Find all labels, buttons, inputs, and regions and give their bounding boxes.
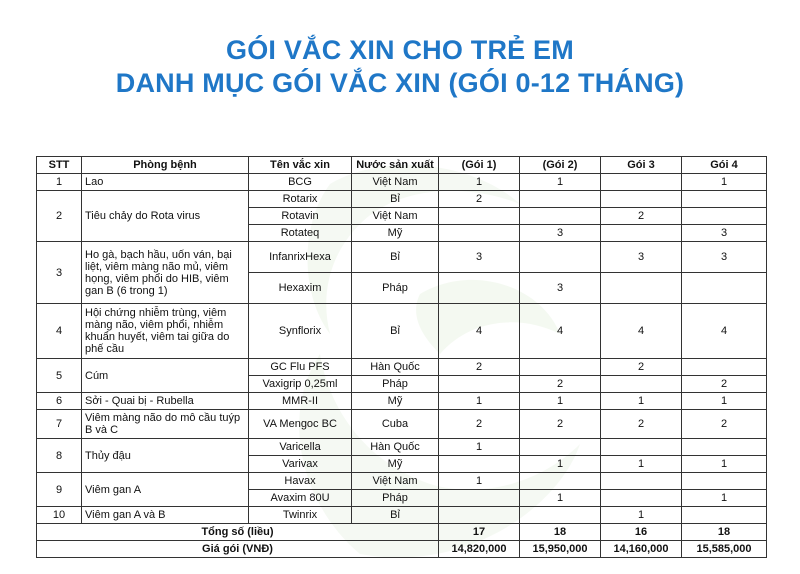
stt-cell: 10 — [37, 507, 82, 524]
package-1-dose: 1 — [439, 393, 520, 410]
table-row — [37, 473, 767, 490]
vaccine-name-cell: Rotavin — [249, 208, 352, 225]
package-2-dose — [520, 208, 601, 225]
header-country: Nước sản xuất — [352, 157, 439, 174]
vaccine-name-cell: Hexaxim — [249, 273, 352, 304]
header-package-1: (Gói 1) — [439, 157, 520, 174]
vaccine-name-cell: GC Flu PFS — [249, 359, 352, 376]
package-4-dose — [682, 273, 767, 304]
package-3-dose: 1 — [601, 393, 682, 410]
header-vaccine: Tên vắc xin — [249, 157, 352, 174]
package-4-dose: 1 — [682, 490, 767, 507]
package-1-dose: 1 — [439, 174, 520, 191]
header-row — [37, 157, 767, 174]
disease-cell: Viêm gan A và B — [82, 507, 249, 524]
disease-cell: Ho gà, bạch hầu, uốn ván, bại liệt, viêm màng não mủ, viêm họng, viêm phổi do HIB, viêm gan B (6 trong 1) — [82, 242, 249, 304]
country-cell: Việt Nam — [352, 174, 439, 191]
package-1-dose — [439, 490, 520, 507]
country-cell: Mỹ — [352, 225, 439, 242]
stt-cell: 8 — [37, 439, 82, 473]
price-package-2: 15,950,000 — [520, 541, 601, 558]
package-4-dose: 1 — [682, 393, 767, 410]
package-1-dose: 3 — [439, 242, 520, 273]
package-1-dose — [439, 507, 520, 524]
vaccine-name-cell: VA Mengoc BC — [249, 410, 352, 439]
package-3-dose: 2 — [601, 410, 682, 439]
total-doses-row — [37, 524, 767, 541]
package-2-dose: 2 — [520, 410, 601, 439]
disease-cell: Lao — [82, 174, 249, 191]
package-price-row — [37, 541, 767, 558]
package-4-dose: 2 — [682, 376, 767, 393]
package-2-dose — [520, 191, 601, 208]
table-row — [37, 304, 767, 359]
page-title: GÓI VẮC XIN CHO TRẺ EM — [226, 35, 574, 65]
stt-cell: 9 — [37, 473, 82, 507]
price-package-1: 14,820,000 — [439, 541, 520, 558]
package-2-dose: 1 — [520, 456, 601, 473]
header-package-2: (Gói 2) — [520, 157, 601, 174]
country-cell: Bỉ — [352, 304, 439, 359]
total-package-3: 16 — [601, 524, 682, 541]
country-cell: Việt Nam — [352, 208, 439, 225]
disease-cell: Tiêu chảy do Rota virus — [82, 191, 249, 242]
table-row — [37, 507, 767, 524]
package-3-dose: 3 — [601, 242, 682, 273]
country-cell: Mỹ — [352, 393, 439, 410]
package-2-dose: 1 — [520, 174, 601, 191]
package-4-dose — [682, 439, 767, 456]
package-1-dose — [439, 208, 520, 225]
package-4-dose: 3 — [682, 242, 767, 273]
package-2-dose: 1 — [520, 490, 601, 507]
package-2-dose — [520, 242, 601, 273]
package-1-dose: 2 — [439, 359, 520, 376]
price-package-3: 14,160,000 — [601, 541, 682, 558]
country-cell: Bỉ — [352, 191, 439, 208]
package-2-dose — [520, 507, 601, 524]
package-4-dose: 1 — [682, 456, 767, 473]
stt-cell: 5 — [37, 359, 82, 393]
disease-cell: Cúm — [82, 359, 249, 393]
page-subtitle: DANH MỤC GÓI VẮC XIN (GÓI 0-12 THÁNG) — [115, 68, 685, 98]
country-cell: Mỹ — [352, 456, 439, 473]
package-4-dose: 2 — [682, 410, 767, 439]
stt-cell: 6 — [37, 393, 82, 410]
disease-cell: Thủy đậu — [82, 439, 249, 473]
package-3-dose: 2 — [601, 359, 682, 376]
package-3-dose — [601, 376, 682, 393]
vaccine-name-cell: Rotarix — [249, 191, 352, 208]
disease-cell: Viêm màng não do mô cầu tuýp B và C — [82, 410, 249, 439]
package-2-dose: 4 — [520, 304, 601, 359]
vaccine-name-cell: Twinrix — [249, 507, 352, 524]
disease-cell: Sởi - Quai bị - Rubella — [82, 393, 249, 410]
package-4-dose: 1 — [682, 174, 767, 191]
country-cell: Pháp — [352, 376, 439, 393]
package-2-dose: 3 — [520, 225, 601, 242]
package-1-dose — [439, 456, 520, 473]
package-3-dose — [601, 473, 682, 490]
package-4-dose: 4 — [682, 304, 767, 359]
table-row — [37, 410, 767, 439]
vaccine-name-cell: MMR-II — [249, 393, 352, 410]
table-row — [37, 191, 767, 208]
price-package-4: 15,585,000 — [682, 541, 767, 558]
table-row — [37, 174, 767, 191]
package-1-dose: 1 — [439, 439, 520, 456]
vaccine-name-cell: BCG — [249, 174, 352, 191]
stt-cell: 4 — [37, 304, 82, 359]
country-cell: Hàn Quốc — [352, 359, 439, 376]
package-1-dose — [439, 273, 520, 304]
vaccine-name-cell: InfanrixHexa — [249, 242, 352, 273]
stt-cell: 7 — [37, 410, 82, 439]
vaccine-name-cell: Varicella — [249, 439, 352, 456]
package-3-dose — [601, 174, 682, 191]
package-3-dose — [601, 439, 682, 456]
stt-cell: 1 — [37, 174, 82, 191]
vaccine-name-cell: Rotateq — [249, 225, 352, 242]
country-cell: Bỉ — [352, 507, 439, 524]
vaccine-name-cell: Synflorix — [249, 304, 352, 359]
package-2-dose: 3 — [520, 273, 601, 304]
stt-cell: 2 — [37, 191, 82, 242]
total-doses-label: Tổng số (liều) — [37, 524, 439, 541]
table-row — [37, 242, 767, 273]
package-4-dose — [682, 359, 767, 376]
package-3-dose: 4 — [601, 304, 682, 359]
country-cell: Cuba — [352, 410, 439, 439]
package-1-dose: 2 — [439, 410, 520, 439]
package-2-dose — [520, 359, 601, 376]
vaccine-name-cell: Vaxigrip 0,25ml — [249, 376, 352, 393]
vaccine-name-cell: Avaxim 80U — [249, 490, 352, 507]
total-package-1: 17 — [439, 524, 520, 541]
package-3-dose: 1 — [601, 456, 682, 473]
package-4-dose — [682, 473, 767, 490]
country-cell: Bỉ — [352, 242, 439, 273]
header-package-4: Gói 4 — [682, 157, 767, 174]
country-cell: Hàn Quốc — [352, 439, 439, 456]
country-cell: Pháp — [352, 273, 439, 304]
package-2-dose: 1 — [520, 393, 601, 410]
total-package-2: 18 — [520, 524, 601, 541]
package-4-dose: 3 — [682, 225, 767, 242]
disease-cell: Viêm gan A — [82, 473, 249, 507]
country-cell: Pháp — [352, 490, 439, 507]
package-3-dose: 1 — [601, 507, 682, 524]
vaccine-name-cell: Varivax — [249, 456, 352, 473]
package-4-dose — [682, 507, 767, 524]
stt-cell: 3 — [37, 242, 82, 304]
package-2-dose: 2 — [520, 376, 601, 393]
package-1-dose — [439, 376, 520, 393]
disease-cell: Hội chứng nhiễm trùng, viêm màng não, viêm phổi, nhiễm khuẩn huyết, viêm tai giữa do phế cầu — [82, 304, 249, 359]
package-price-label: Giá gói (VNĐ) — [37, 541, 439, 558]
package-3-dose: 2 — [601, 208, 682, 225]
package-1-dose: 4 — [439, 304, 520, 359]
table-row — [37, 359, 767, 376]
package-1-dose — [439, 225, 520, 242]
package-1-dose: 2 — [439, 191, 520, 208]
vaccine-package-table — [36, 156, 767, 558]
package-4-dose — [682, 208, 767, 225]
package-2-dose — [520, 439, 601, 456]
package-3-dose — [601, 273, 682, 304]
package-3-dose — [601, 225, 682, 242]
package-3-dose — [601, 490, 682, 507]
package-3-dose — [601, 191, 682, 208]
total-package-4: 18 — [682, 524, 767, 541]
vaccine-name-cell: Havax — [249, 473, 352, 490]
table-row — [37, 439, 767, 456]
header-disease: Phòng bệnh — [82, 157, 249, 174]
package-2-dose — [520, 473, 601, 490]
table-row — [37, 393, 767, 410]
header-package-3: Gói 3 — [601, 157, 682, 174]
header-stt: STT — [37, 157, 82, 174]
package-4-dose — [682, 191, 767, 208]
package-1-dose: 1 — [439, 473, 520, 490]
country-cell: Việt Nam — [352, 473, 439, 490]
